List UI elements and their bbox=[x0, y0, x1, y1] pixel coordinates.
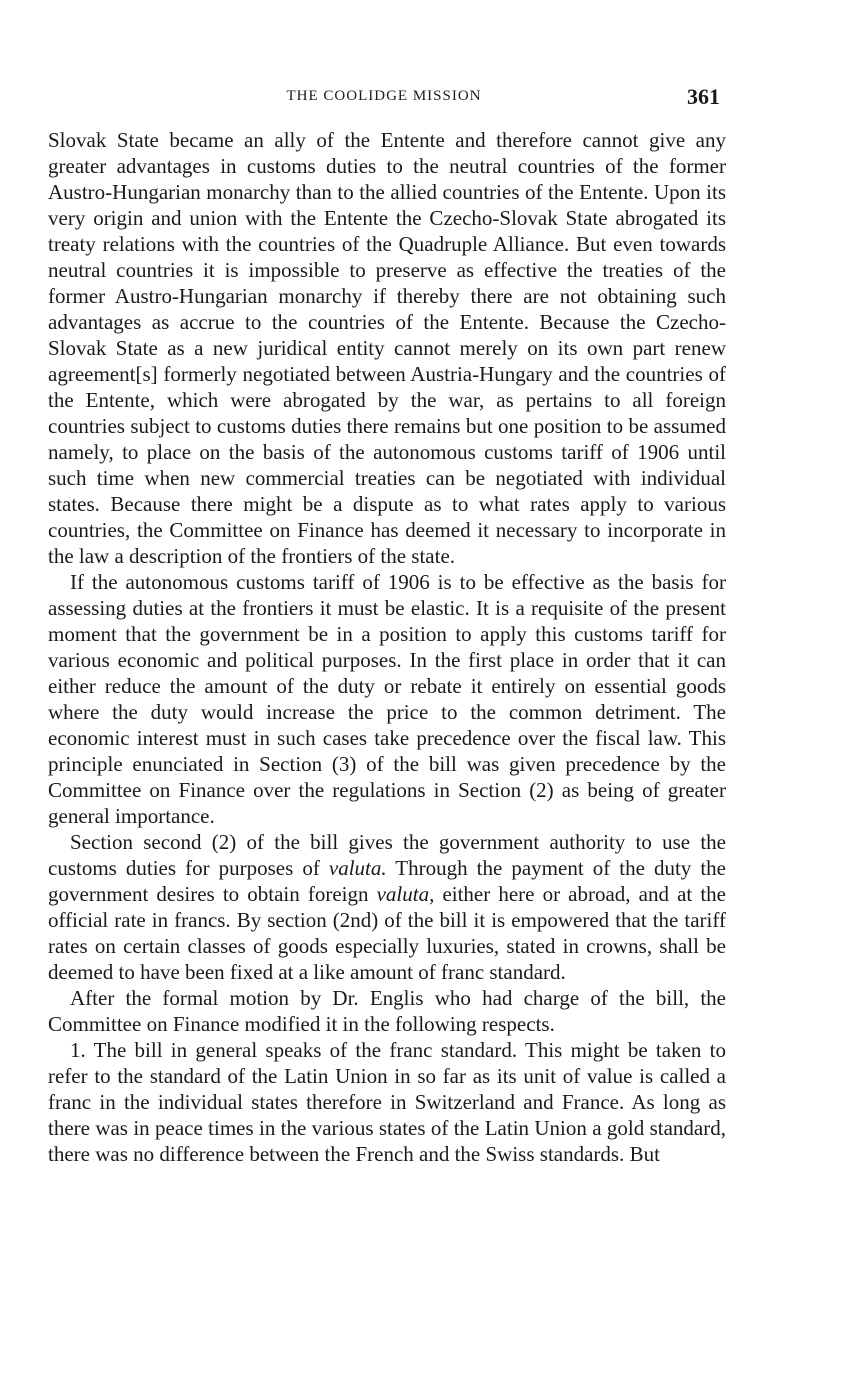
running-title: THE COOLIDGE MISSION bbox=[286, 88, 482, 104]
page-number: 361 bbox=[687, 84, 720, 109]
paragraph bbox=[48, 1037, 726, 1167]
paragraph bbox=[48, 127, 726, 569]
paragraph bbox=[48, 569, 726, 829]
text-segment: either here or abroad, and at the official rate in francs. By section (2nd) of the bill it is empowered that the tariff rates on certain classes of goods especially luxuries, stated in crowns, shall be deemed to have been fixed at a like amount of franc standard. bbox=[48, 882, 726, 984]
running-header bbox=[48, 84, 720, 114]
text-segment: Section second (2) of the bill gives the government authority to use the customs duties for purposes of bbox=[48, 830, 726, 880]
text-segment: Slovak State became an ally of the Entente and therefore cannot give any greater advantages in customs duties to the neutral countries of the former Austro-Hungarian monarchy than to the allied countries of the Entente. Upon its very origin and union with the Entente the Czecho-Slovak State abrogated its treaty relations with the countries of the Quadruple Alliance. But even towards neutral countries it is impossible to preserve as effective the treaties of the former Austro-Hungarian monarchy if thereby there are not obtaining such advantages as accrue to the countries of the Entente. Because the Czecho-Slovak State as a new juridical entity cannot merely on its own part renew agreement[s] formerly negotiated between Austria-Hungary and the countries of the Entente, which were abrogated by the war, as pertains to all foreign countries subject to customs duties there remains but one position to be assumed namely, to place on the basis of the autonomous customs tariff of 1906 until such time when new commercial treaties can be negotiated with individual states. Because there might be a dispute as to what rates apply to various countries, the Committee on Finance has deemed it necessary to incorporate in the law a description of the frontiers of the state. bbox=[48, 128, 726, 568]
text-segment: Through the payment of the duty the government desires to obtain foreign bbox=[48, 856, 726, 906]
paragraph bbox=[48, 829, 726, 985]
text-segment: 1. The bill in general speaks of the franc standard. This might be taken to refer to the standard of the Latin Union in so far as its unit of value is called a franc in the individual states therefore in Switzerland and France. As long as there was in peace times in the various states of the Latin Union a gold standard, there was no difference between the French and the Swiss standards. But bbox=[48, 1038, 726, 1166]
italic-text: valuta. bbox=[328, 856, 387, 880]
body-text bbox=[48, 127, 726, 1167]
paragraph bbox=[48, 985, 726, 1037]
text-segment: If the autonomous customs tariff of 1906 is to be effective as the basis for assessing duties at the frontiers it must be elastic. It is a requisite of the present moment that the government be in a position to apply this customs tariff for various economic and political purposes. In the first place in order that it can either reduce the amount of the duty or rebate it entirely on essential goods where the duty would increase the price to the common detriment. The economic interest must in such cases take precedence over the fiscal law. This principle enunciated in Section (3) of the bill was given precedence by the Committee on Finance over the regulations in Section (2) as being of greater general importance. bbox=[48, 570, 726, 828]
text-segment: After the formal motion by Dr. Englis who had charge of the bill, the Committee on Finance modified it in the following respects. bbox=[48, 986, 726, 1036]
italic-text: valuta, bbox=[376, 882, 435, 906]
